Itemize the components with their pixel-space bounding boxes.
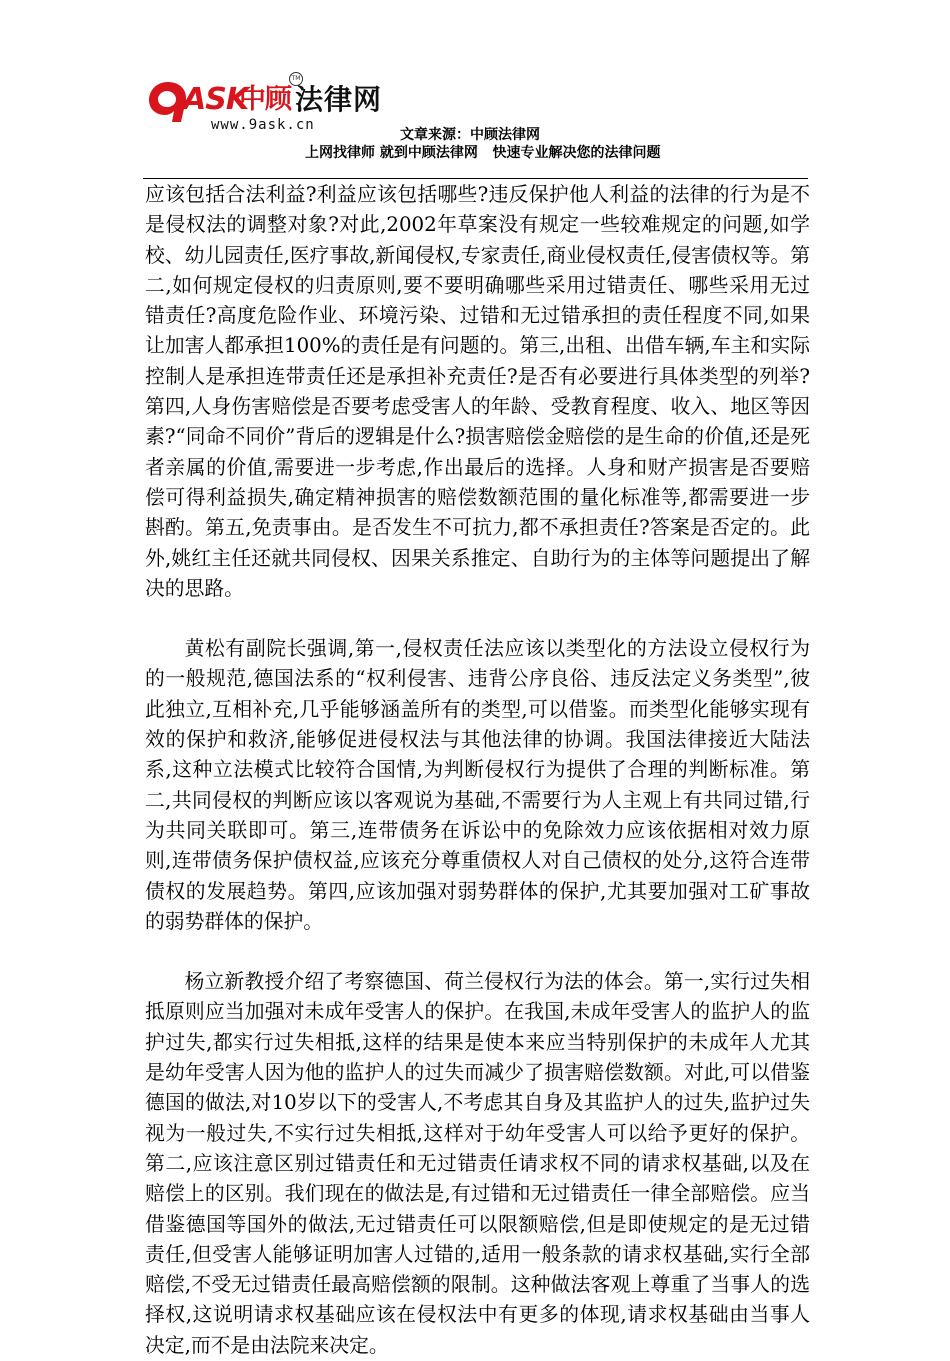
page-header xyxy=(143,70,808,180)
trademark-icon: TM xyxy=(289,72,303,86)
logo-ask-text: ASK xyxy=(183,82,249,117)
logo-url[interactable]: www.9ask.cn xyxy=(211,117,315,133)
header-divider xyxy=(143,178,808,179)
site-slogan: 上网找律师 就到中顾法律网 快速专业解决您的法律问题 xyxy=(305,145,661,161)
logo-site-name: 法律网 xyxy=(295,83,383,116)
paragraph: 应该包括合法利益?利益应该包括哪些?违反保护他人利益的法律的行为是不是侵权法的调整对象?对此,2002年草案没有规定一些较难规定的问题,如学校、幼儿园责任,医疗事故,新闻侵权,专家责任,商业侵权责任,侵害债权等。第二,如何规定侵权的归责原则,要不要明确哪些采用过错责任、哪些采用无过错责任?高度危险作业、环境污染、过错和无过错承担的责任程度不同,如果让加害人都承担100%的责任是有问题的。第三,出租、出借车辆,车主和实际控制人是承担连带责任还是承担补充责任?是否有必要进行具体类型的列举?第四,人身伤害赔偿是否要考虑受害人的年龄、受教育程度、收入、地区等因素?“同命不同价”背后的逻辑是什么?损害赔偿金赔偿的是生命的价值,还是死者亲属的价值,需要进一步考虑,作出最后的选择。人身和财产损害是否要赔偿可得利益损失,确定精神损害的赔偿数额范围的量化标准等,都需要进一步斟酌。第五,免责事由。是否发生不可抗力,都不承担责任?答案是否定的。此外,姚红主任还就共同侵权、因果关系推定、自助行为的主体等问题提出了解决的思路。 xyxy=(145,183,810,600)
article-source: 文章来源：中顾法律网 xyxy=(400,127,540,143)
site-logo[interactable] xyxy=(143,70,403,136)
article-body xyxy=(145,180,810,1361)
logo-brand-text: 中顾 xyxy=(239,84,291,115)
paragraph: 黄松有副院长强调,第一,侵权责任法应该以类型化的方法设立侵权行为的一般规范,德国法系的“权利侵害、违背公序良俗、违反法定义务类型”,彼此独立,互相补充,几乎能够涵盖所有的类型,可以借鉴。而类型化能够实现有效的保护和救济,能够促进侵权法与其他法律的协调。我国法律接近大陆法系,这种立法模式比较符合国情,为判断侵权行为提供了合理的判断标准。第二,共同侵权的判断应该以客观说为基础,不需要行为人主观上有共同过错,行为共同关联即可。第三,连带债务在诉讼中的免除效力应该依据相对效力原则,连带债务保护债权益,应该充分尊重债权人对自己债权的处分,这符合连带债权的发展趋势。第四,应该加强对弱势群体的保护,尤其要加强对工矿事故的弱势群体的保护。 xyxy=(145,637,810,933)
paragraph: 杨立新教授介绍了考察德国、荷兰侵权行为法的体会。第一,实行过失相抵原则应当加强对未成年受害人的保护。在我国,未成年受害人的监护人的监护过失,都实行过失相抵,这样的结果是使本来应当特别保护的未成年人尤其是幼年受害人因为他的监护人的过失而减少了损害赔偿数额。对此,可以借鉴德国的做法,对10岁以下的受害人,不考虑其自身及其监护人的过失,监护过失视为一般过失,不实行过失相抵,这样对于幼年受害人可以给予更好的保护。第二,应该注意区别过错责任和无过错责任请求权不同的请求权基础,以及在赔偿上的区别。我们现在的做法是,有过错和无过错责任一律全部赔偿。应当借鉴德国等国外的做法,无过错责任可以限额赔偿,但是即使规定的是无过错责任,但受害人能够证明加害人过错的,适用一般条款的请求权基础,实行全部赔偿,不受无过错责任最高赔偿额的限制。这种做法客观上尊重了当事人的选择权,这说明请求权基础应该在侵权法中有更多的体现,请求权基础由当事人决定,而不是由法院来决定。 xyxy=(145,970,810,1357)
